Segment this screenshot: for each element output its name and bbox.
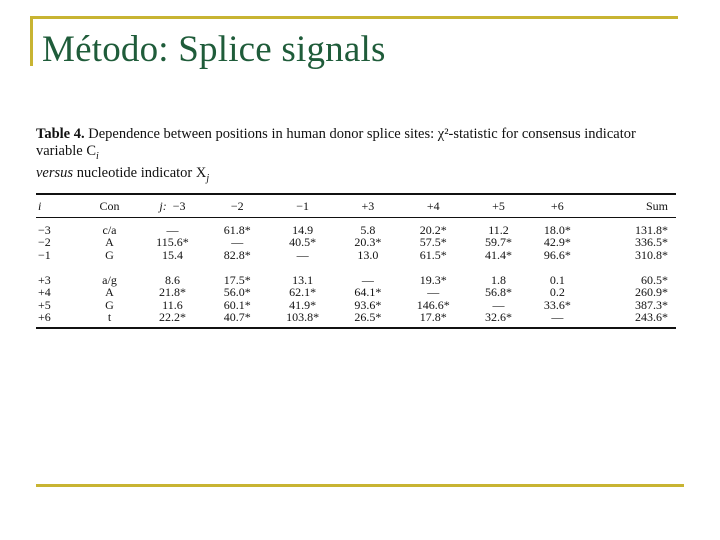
header-col-p3: +3 <box>361 198 375 213</box>
caption-text: Dependence between positions in human donor splice sites: χ²-statistic for consensus indicator variable C <box>36 126 636 159</box>
row-position: +5 <box>38 297 51 312</box>
table-cell: 57.5* <box>419 235 447 250</box>
table-cell: 60.1* <box>223 297 251 312</box>
frame-left-rule <box>30 16 33 66</box>
table-cell: 64.1* <box>354 285 382 300</box>
table-cell: — <box>551 310 564 325</box>
header-col-m1: −1 <box>296 198 309 213</box>
table-cell: — <box>427 285 440 300</box>
table-row <box>36 236 676 249</box>
table-cell: 40.5* <box>289 235 317 250</box>
table-row <box>36 249 676 262</box>
header-i: i <box>38 198 42 213</box>
table-cell: 22.2* <box>158 310 186 325</box>
caption-label: Table 4. <box>36 126 85 142</box>
table-cell: 17.8* <box>419 310 447 325</box>
table-group-3prime <box>36 274 676 324</box>
header-j: j: <box>159 198 167 213</box>
row-position: −3 <box>38 222 51 237</box>
table-cell: 33.6* <box>543 297 571 312</box>
row-position: −1 <box>38 247 51 262</box>
table-cell: 5.8 <box>360 222 376 237</box>
table-cell: — <box>296 247 309 262</box>
caption-sub-j: j <box>206 172 210 184</box>
table-cell: 13.0 <box>357 247 379 262</box>
table-cell: 62.1* <box>289 285 317 300</box>
row-position: +4 <box>38 285 51 300</box>
table-row <box>36 311 676 324</box>
row-sum: 387.3* <box>635 297 668 312</box>
data-table <box>36 195 676 324</box>
table-cell: 0.2 <box>549 285 565 300</box>
row-sum: 60.5* <box>641 272 668 287</box>
table-cell: 0.1 <box>549 272 565 287</box>
table-cell: 20.3* <box>354 235 382 250</box>
table-group-5prime <box>36 224 676 262</box>
table-cell: 41.4* <box>485 247 513 262</box>
row-consensus: c/a <box>102 222 117 237</box>
table-cell: 59.7* <box>485 235 513 250</box>
table-cell: 56.8* <box>485 285 513 300</box>
slide-title: Método: Splice signals <box>42 29 386 70</box>
header-col-p5: +5 <box>492 198 505 213</box>
table-cell: 40.7* <box>223 310 251 325</box>
table-cell: 18.0* <box>543 222 571 237</box>
table-row <box>36 286 676 299</box>
table-cell: 56.0* <box>223 285 251 300</box>
table-cell: 82.8* <box>223 247 251 262</box>
table-bottom-rule <box>36 327 676 329</box>
table-cell: 26.5* <box>354 310 382 325</box>
table-cell: 42.9* <box>543 235 571 250</box>
table-cell: 61.5* <box>419 247 447 262</box>
table-cell: 103.8* <box>286 310 320 325</box>
table-figure <box>36 126 676 329</box>
table-cell: 8.6 <box>164 272 180 287</box>
table-cell: 20.2* <box>419 222 447 237</box>
header-row <box>36 195 676 218</box>
row-position: −2 <box>38 235 51 250</box>
row-sum: 310.8* <box>635 247 668 262</box>
caption-versus: versus <box>36 164 74 181</box>
frame-bottom-rule <box>36 484 684 487</box>
table-cell: 1.8 <box>491 272 507 287</box>
row-sum: 336.5* <box>635 235 668 250</box>
table-caption <box>36 126 676 187</box>
row-position: +6 <box>38 310 51 325</box>
table-cell: 32.6* <box>485 310 513 325</box>
table-cell: 15.4 <box>161 247 183 262</box>
table-cell: 93.6* <box>354 297 382 312</box>
table-cell: 13.1 <box>292 272 314 287</box>
table-cell: — <box>492 297 505 312</box>
table-cell: 146.6* <box>416 297 450 312</box>
row-consensus: a/g <box>102 272 117 287</box>
header-col-m2: −2 <box>230 198 244 213</box>
table-cell: 11.6 <box>162 297 183 312</box>
header-col-m3: j: −3 <box>159 198 186 213</box>
row-position: +3 <box>38 272 51 287</box>
header-con: Con <box>99 198 120 213</box>
header-sum: Sum <box>645 198 668 213</box>
header-col-p4: +4 <box>426 198 440 213</box>
table-cell: 41.9* <box>289 297 317 312</box>
row-sum: 131.8* <box>635 222 668 237</box>
row-sum: 243.6* <box>635 310 668 325</box>
row-consensus: A <box>105 235 114 250</box>
row-consensus: t <box>107 310 112 325</box>
table-cell: 21.8* <box>158 285 186 300</box>
table-cell: 14.9 <box>292 222 314 237</box>
table-cell: 61.8* <box>223 222 251 237</box>
table-cell: 11.2 <box>488 222 509 237</box>
table-cell: 96.6* <box>543 247 571 262</box>
table-cell: 17.5* <box>223 272 251 287</box>
table-cell: 19.3* <box>419 272 447 287</box>
table-cell: 115.6* <box>156 235 189 250</box>
group-gap <box>36 261 676 274</box>
row-consensus: G <box>105 247 114 262</box>
frame-top-rule <box>30 16 678 19</box>
table-cell: — <box>166 222 179 237</box>
header-col-p6: +6 <box>550 198 564 213</box>
row-consensus: A <box>105 285 114 300</box>
row-consensus: G <box>105 297 114 312</box>
table-cell: — <box>231 235 244 250</box>
caption-sub-i: i <box>96 150 99 162</box>
caption-text2: nucleotide indicator X <box>73 164 207 181</box>
row-sum: 260.9* <box>635 285 668 300</box>
table-cell: — <box>361 272 374 287</box>
